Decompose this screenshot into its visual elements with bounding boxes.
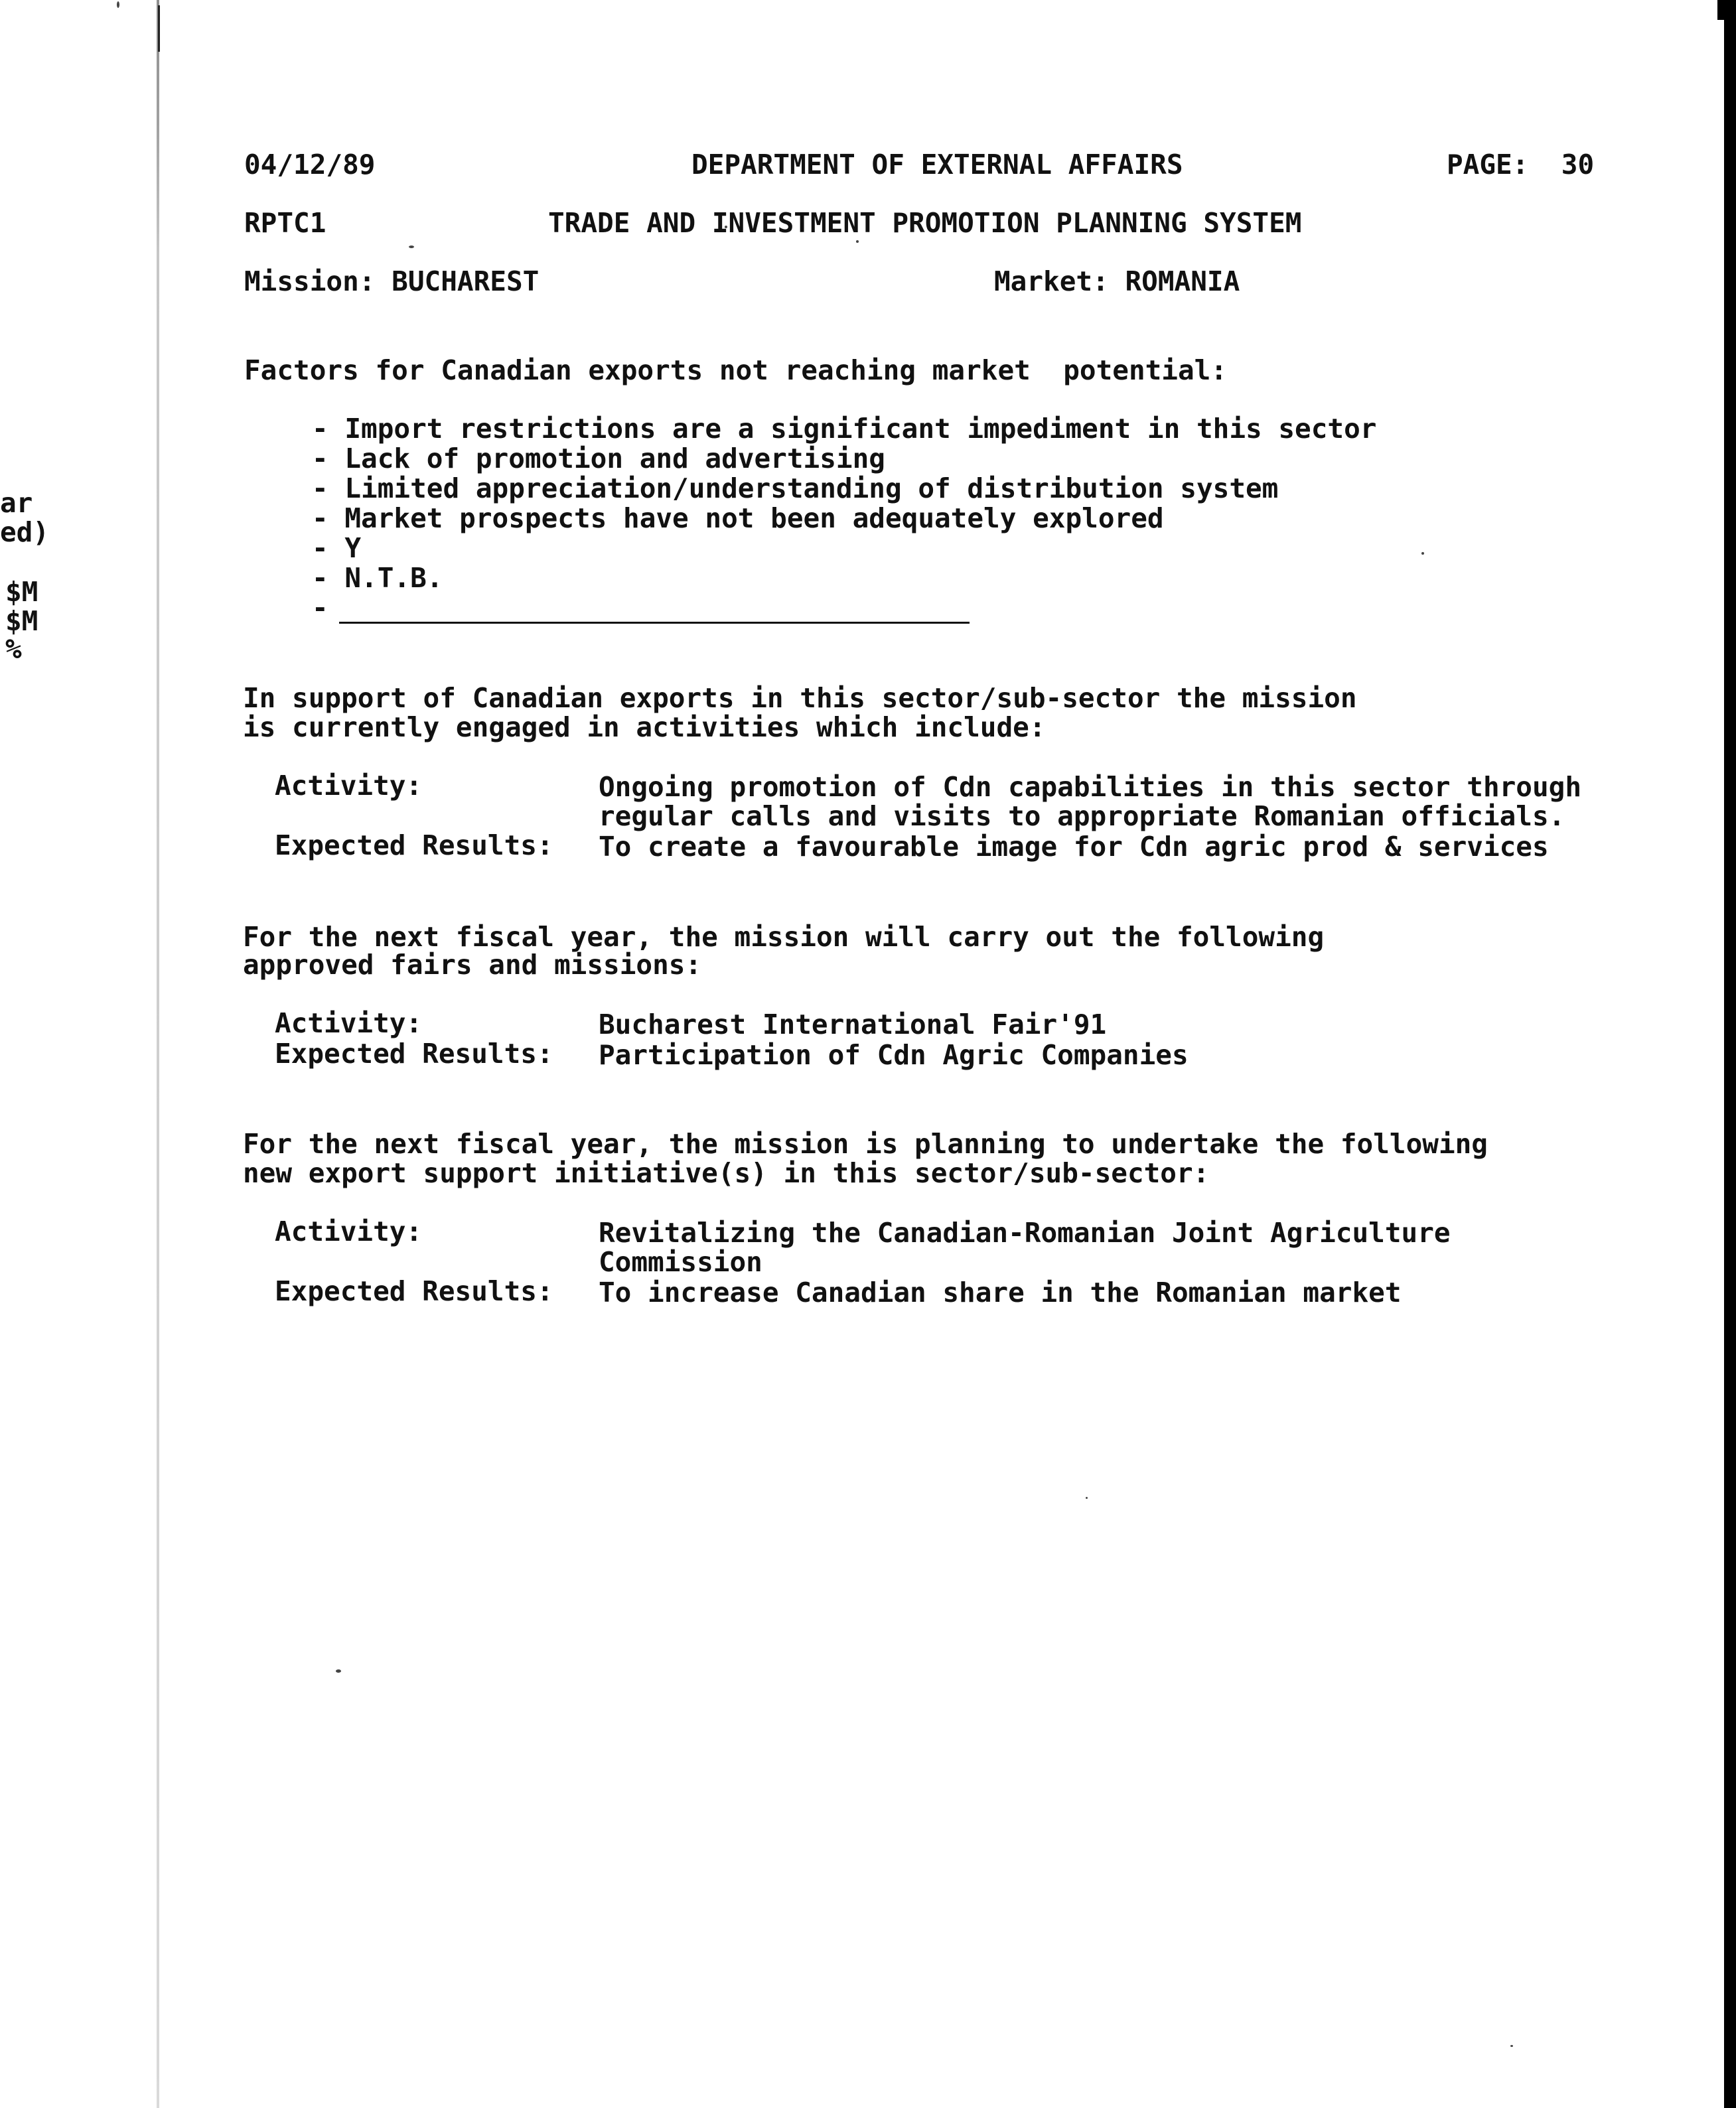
page-indicator	[1447, 150, 1594, 180]
initiatives-intro: For the next fiscal year, the mission is planning to undertake the following	[243, 1128, 1488, 1160]
bullet: -	[312, 502, 328, 534]
current-support-intro: In support of Canadian exports in this sector/sub-sector the mission	[243, 682, 1357, 714]
expected-results-text: Participation of Cdn Agric Companies	[599, 1039, 1189, 1071]
bullet: -	[312, 532, 328, 564]
scan-edge-shadow	[1724, 0, 1736, 2108]
page-edge-mark	[158, 5, 160, 52]
margin-fragment: ed)	[0, 516, 50, 548]
expected-results-label: Expected Results:	[275, 1038, 553, 1070]
factor-text: Import restrictions are a significant impediment in this sector	[344, 413, 1377, 445]
mission-value: BUCHAREST	[392, 265, 540, 297]
current-support-intro-cont: is currently engaged in activities which include:	[243, 711, 1046, 743]
blank-underline	[339, 622, 970, 624]
expected-results-label: Expected Results:	[275, 829, 553, 861]
list-item	[312, 504, 1376, 533]
factor-text: Limited appreciation/understanding of distribution system	[344, 472, 1279, 504]
market-field	[994, 267, 1240, 297]
activity-label: Activity:	[275, 770, 423, 802]
report-date: 04/12/89	[244, 149, 376, 180]
bullet: -	[312, 562, 328, 594]
factor-text: N.T.B.	[344, 562, 443, 594]
scan-speck	[1086, 1497, 1088, 1499]
scan-speck	[1510, 2045, 1513, 2047]
margin-fragment: $M	[5, 576, 38, 608]
scan-speck	[117, 1, 119, 8]
fairs-intro: For the next fiscal year, the mission will carry out the following	[243, 921, 1325, 953]
report-code: RPTC1	[244, 207, 326, 239]
page-number: 30	[1561, 149, 1595, 180]
mission-field	[244, 267, 539, 297]
list-item	[312, 533, 1376, 563]
activity-text: Ongoing promotion of Cdn capabilities in this sector through	[599, 771, 1582, 803]
factors-list	[312, 414, 1376, 623]
activity-text-cont: Commission	[599, 1246, 762, 1278]
bullet: -	[312, 443, 328, 474]
list-item-blank	[312, 593, 1376, 623]
page-label: PAGE:	[1447, 149, 1529, 180]
initiatives-intro-cont: new export support initiative(s) in this sector/sub-sector:	[243, 1157, 1210, 1189]
list-item	[312, 474, 1376, 504]
market-label: Market:	[994, 265, 1109, 297]
page-edge-rule	[157, 0, 159, 2108]
factor-text: Lack of promotion and advertising	[344, 443, 885, 474]
activity-label: Activity:	[275, 1007, 423, 1039]
expected-results-text: To create a favourable image for Cdn agric prod & services	[599, 831, 1549, 863]
scan-corner-shadow	[1717, 0, 1736, 20]
scan-speck	[1421, 552, 1424, 555]
list-item	[312, 444, 1376, 474]
factors-heading: Factors for Canadian exports not reaching market potential:	[244, 354, 1228, 386]
scan-speck	[409, 246, 414, 248]
bullet: -	[312, 413, 328, 445]
expected-results-text: To increase Canadian share in the Romanian market	[599, 1277, 1402, 1308]
margin-fragment: $M	[5, 605, 38, 637]
activity-text: Bucharest International Fair'91	[599, 1009, 1107, 1040]
fairs-intro-cont: approved fairs and missions:	[243, 949, 702, 981]
factor-text: Market prospects have not been adequately explored	[344, 502, 1164, 534]
mission-label: Mission:	[244, 265, 376, 297]
system-title: TRADE AND INVESTMENT PROMOTION PLANNING SYSTEM	[548, 207, 1302, 239]
margin-fragment: ar	[0, 487, 33, 519]
factor-text: Y	[344, 532, 362, 564]
bullet: -	[312, 472, 328, 504]
list-item	[312, 414, 1376, 444]
margin-fragment: %	[5, 633, 22, 665]
activity-text: Revitalizing the Canadian-Romanian Joint Agriculture	[599, 1217, 1451, 1249]
scan-speck	[336, 1669, 341, 1673]
bullet: -	[312, 592, 328, 624]
department-title: DEPARTMENT OF EXTERNAL AFFAIRS	[691, 149, 1183, 180]
expected-results-label: Expected Results:	[275, 1275, 553, 1307]
activity-label: Activity:	[275, 1216, 423, 1247]
scan-speck	[856, 240, 859, 243]
market-value: ROMANIA	[1125, 265, 1240, 297]
list-item	[312, 563, 1376, 593]
activity-text-cont: regular calls and visits to appropriate Romanian officials.	[599, 800, 1565, 832]
